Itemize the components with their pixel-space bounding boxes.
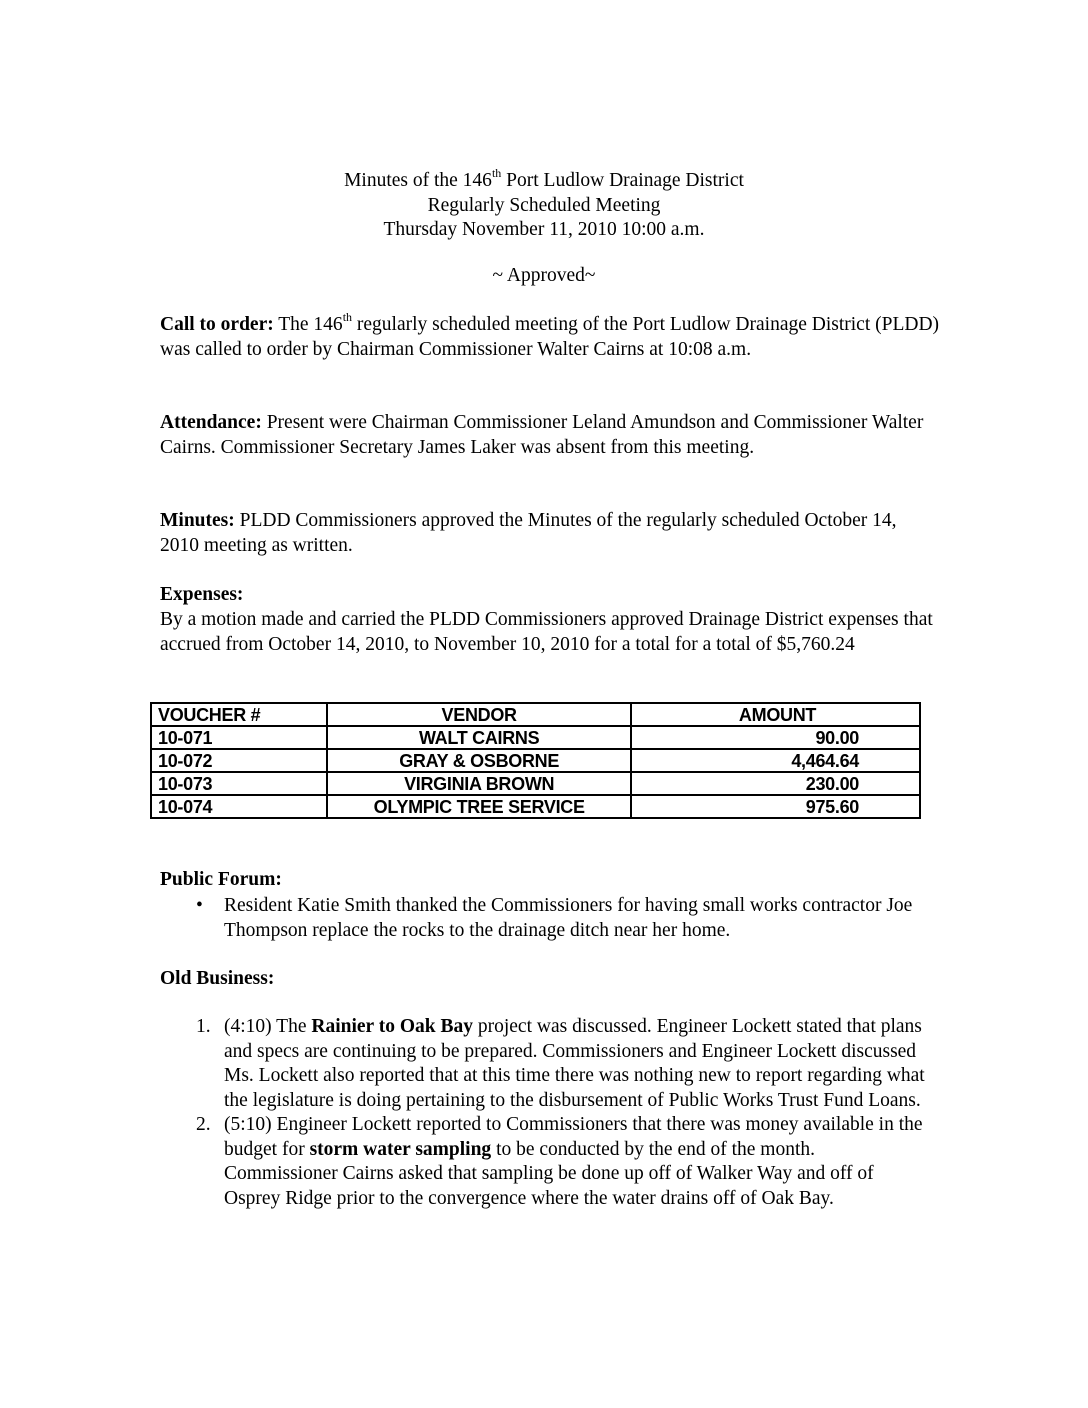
old-business-label: Old Business: xyxy=(160,968,275,989)
header-vendor: VENDOR xyxy=(327,703,631,726)
vendor-name: VIRGINIA BROWN xyxy=(327,772,631,795)
voucher-number: 10-073 xyxy=(151,772,327,795)
approval-status: ~ Approved~ xyxy=(492,265,596,286)
minutes-section xyxy=(160,509,940,558)
old-business-heading xyxy=(160,967,940,992)
document-subtitle: Regularly Scheduled Meeting xyxy=(427,195,661,216)
attendance-section xyxy=(160,411,940,460)
call-to-order-superscript: th xyxy=(342,309,353,324)
minutes-label: Minutes: xyxy=(160,510,235,531)
item-highlight: storm water sampling xyxy=(309,1138,492,1160)
table-row xyxy=(151,749,920,772)
table-header-row xyxy=(151,703,920,726)
list-number: 1. xyxy=(196,1016,211,1037)
title-text: Minutes of the 146 xyxy=(344,170,492,191)
item-highlight: Rainier to Oak Bay xyxy=(311,1016,473,1037)
call-to-order-text-suffix: regularly scheduled meeting of the Port Ludlow Drainage District (PLDD) was called to order by Chairman Commissioner Walter Cairns at 10:08 a.m. xyxy=(160,314,940,360)
voucher-number: 10-072 xyxy=(151,749,327,772)
expenses-heading xyxy=(160,583,940,608)
public-forum-item-text: Resident Katie Smith thanked the Commissioners for having small works contractor Joe Thompson replace the rocks to the drainage ditch near her home. xyxy=(224,895,913,941)
title-text-suffix: Port Ludlow Drainage District xyxy=(501,170,744,191)
table-row xyxy=(151,726,920,749)
header-amount: AMOUNT xyxy=(631,703,920,726)
minutes-text: PLDD Commissioners approved the Minutes of the regularly scheduled October 14, 2010 meeting as written. xyxy=(160,510,897,556)
call-to-order-label: Call to order: xyxy=(160,314,274,335)
item-text-rest: to be conducted by the end of the month. Commissioner Cairns asked that sampling be done up off of Walker Way and off of Osprey Ridge prior to the convergence where the water drains off of Oak Bay. xyxy=(224,1138,874,1209)
public-forum-list xyxy=(160,894,920,943)
amount: 975.60 xyxy=(631,795,920,818)
list-item xyxy=(160,1113,930,1211)
expenses-text: By a motion made and carried the PLDD Commissioners approved Drainage District expenses that accrued from October 14, 2010, to November 10, 2010 for a total for a total of $5,760.24 xyxy=(160,609,933,655)
meeting-date: Thursday November 11, 2010 10:00 a.m. xyxy=(383,219,705,240)
call-to-order-text: The 146 xyxy=(273,314,343,335)
vendor-name: GRAY & OSBORNE xyxy=(327,749,631,772)
header-voucher: VOUCHER # xyxy=(151,703,327,726)
amount: 230.00 xyxy=(631,772,920,795)
title-superscript: th xyxy=(491,165,502,180)
old-business-list xyxy=(160,1015,930,1211)
attendance-text: Present were Chairman Commissioner Leland Amundson and Commissioner Walter Cairns. Commissioner Secretary James Laker was absent from this meeting. xyxy=(160,412,924,458)
bullet-icon: • xyxy=(196,895,203,916)
list-number: 2. xyxy=(196,1114,211,1135)
item-text: (5:10) Engineer Lockett reported to Commissioners that there was money available in the budget for xyxy=(224,1114,923,1160)
list-item xyxy=(160,1015,930,1113)
table-row xyxy=(151,772,920,795)
attendance-label: Attendance: xyxy=(160,412,262,433)
public-forum-heading xyxy=(160,868,940,893)
voucher-table xyxy=(150,702,921,819)
vendor-name: OLYMPIC TREE SERVICE xyxy=(327,795,631,818)
expenses-label: Expenses: xyxy=(160,584,244,605)
voucher-number: 10-071 xyxy=(151,726,327,749)
table-row xyxy=(151,795,920,818)
vendor-name: WALT CAIRNS xyxy=(327,726,631,749)
public-forum-label: Public Forum: xyxy=(160,869,282,890)
voucher-number: 10-074 xyxy=(151,795,327,818)
item-text-rest: project was discussed. Engineer Lockett stated that plans and specs are continuing to be prepared. Commissioners and Engineer Lockett discussed Ms. Lockett also reported that at this time there was nothing new to report regarding what the legislature is doing pertaining to the disbursement of Public Works Trust Fund Loans. xyxy=(224,1016,925,1111)
list-item xyxy=(160,894,920,943)
amount: 4,464.64 xyxy=(631,749,920,772)
call-to-order-section xyxy=(160,309,940,362)
amount: 90.00 xyxy=(631,726,920,749)
item-text: (4:10) The xyxy=(224,1016,312,1037)
document-title xyxy=(0,165,1088,194)
